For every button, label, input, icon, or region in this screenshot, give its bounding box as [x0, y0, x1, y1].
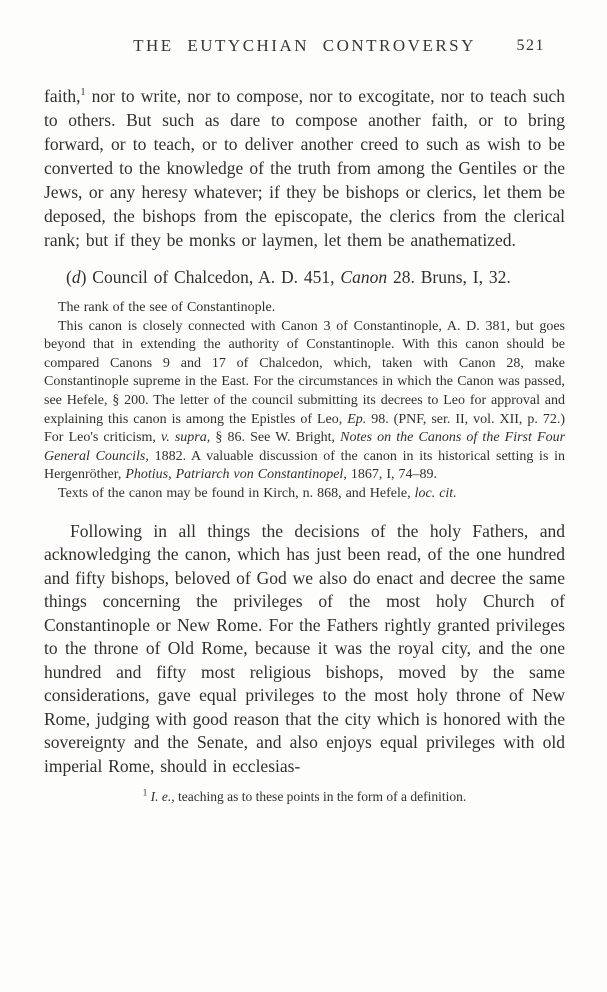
section-heading-chalcedon: (d) Council of Chalcedon, A. D. 451, Canon 28. Bruns, I, 32.: [66, 267, 511, 287]
note-rank: The rank of the see of Constantinople.: [58, 300, 276, 315]
note-discussion: This canon is closely connected with Canon 3 of Constantinople, A. D. 381, but goes beyond that in extending the authority of Constantinople. With this canon should be compared Canons 9 and 17 of Chalcedon, which, taken with Canon 28, make Constantinople supreme in the East. For the circumstances in which the Canon was passed, see Hefele, § 200. The letter of the council submitting its decrees to Leo for approval and explaining this canon is among the Epistles of Leo, Ep. 98. (PNF, ser. II, vol. XII, p. 72.) For Leo's criticism, v. supra, § 86. See W. Bright, Notes on the Canons of the First Four General Councils, 1882. A valuable discussion of the canon in its historical setting is in Hergenröther, Photius, Patriarch von Constantinopel, 1867, I, 74–89.: [44, 318, 566, 483]
paragraph-canon-28-text: Following in all things the decisions of the holy Fathers, and acknowledging the canon, which has just been read, of the one hundred and fifty bishops, beloved of God we also do enact and decree the same things concerning the privileges of the most holy Church of Constantinople or New Rome. For the Fathers rightly granted privileges to the throne of Old Rome, because it was the royal city, and the one hundred and fifty most religious bishops, moved by the same considerations, gave equal privileges to the most holy throne of New Rome, judging with good reason that the city which is honored with the sovereignty and the Senate, and also enjoys equal privileges with old imperial Rome, should in ecclesias-: [44, 520, 566, 776]
page-number: 521: [516, 37, 545, 54]
page-title: THE EUTYCHIAN CONTROVERSY: [133, 36, 476, 55]
footnote: $^1$ I. e., teaching as to these points in the form of a definition.: [142, 787, 467, 805]
note-texts: Texts of the canon may be found in Kirch, n. 868, and Hefele, loc. cit.: [58, 485, 457, 501]
editorial-notes: [44, 299, 565, 504]
running-header: [44, 36, 565, 60]
paragraph-canon-continuation: faith,$^1$ nor to write, nor to compose, nor to excogitate, nor to teach such to others. But such as dare to compose another faith, or to bring forward, or to teach, or to deliver another creed to such as wish to be converted to the knowledge of the truth from among the Gentiles or the Jews, or any heresy whatever; if they be bishops or clerics, let them be deposed, the bishops from the episcopate, the clerics from the clerical rank; but if they be monks or laymen, let them be anathematized.: [44, 86, 565, 250]
